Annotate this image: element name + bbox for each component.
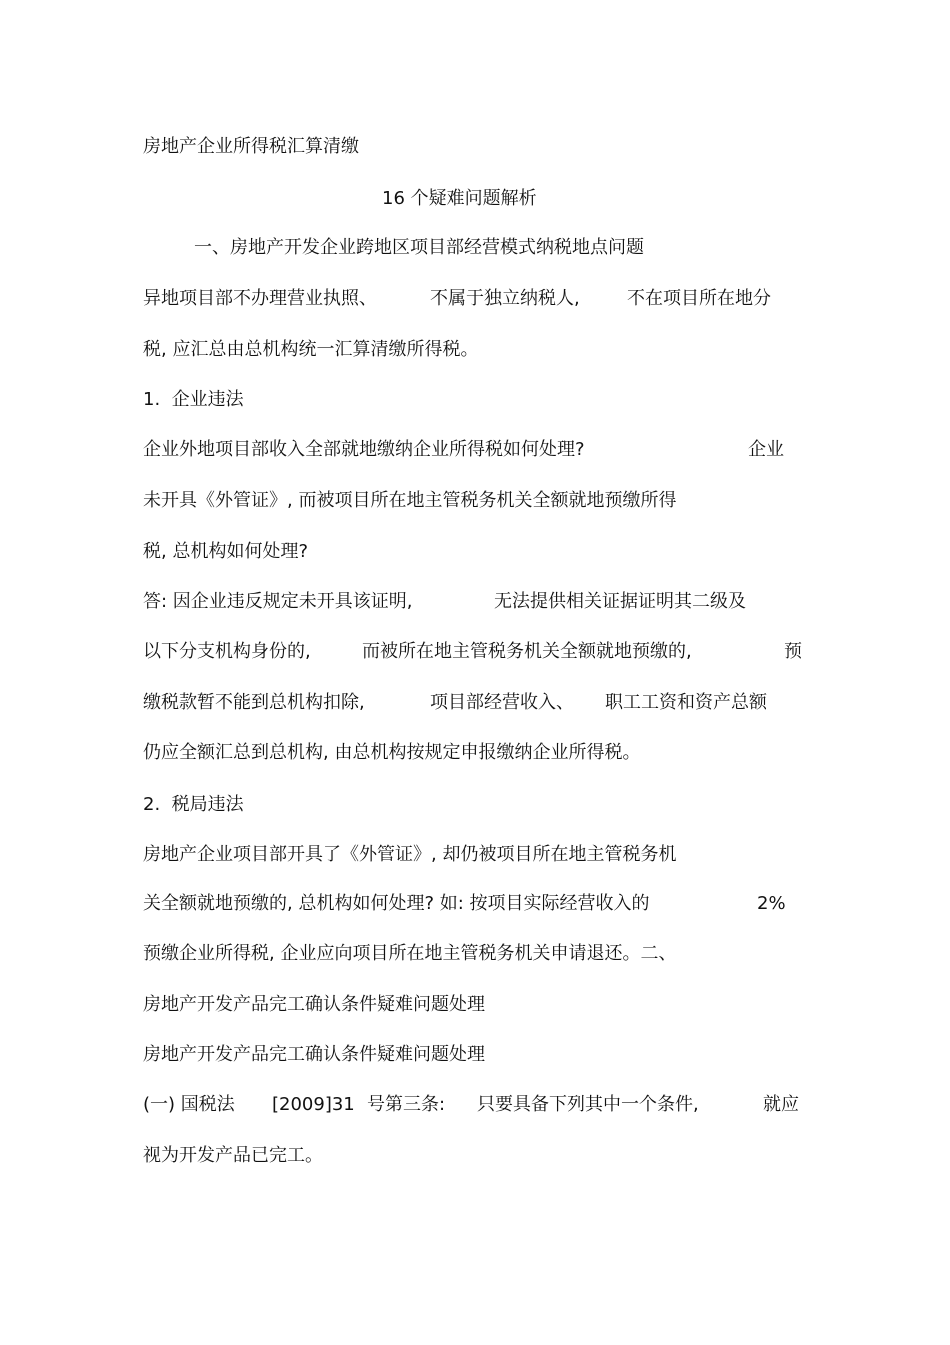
clause-line2: 视为开发产品已完工。 bbox=[143, 1145, 323, 1166]
q2-line1: 房地产企业项目部开具了《外管证》, 却仍被项目所在地主管税务机 bbox=[143, 844, 677, 865]
doc-title-line2: 16 个疑难问题解析 bbox=[382, 188, 537, 209]
clause-line1-c: 号第三条: bbox=[367, 1094, 446, 1115]
item2-heading: 2. 税局违法 bbox=[143, 794, 244, 815]
a1-line2-c: 预 bbox=[784, 641, 802, 662]
section2-repeat: 房地产开发产品完工确认条件疑难问题处理 bbox=[143, 1044, 485, 1065]
a1-line1-a: 答: 因企业违反规定未开具该证明, bbox=[143, 591, 413, 612]
clause-line1-b: [2009]31 bbox=[272, 1094, 355, 1115]
q1-line1-a: 企业外地项目部收入全部就地缴纳企业所得税如何处理? bbox=[143, 439, 585, 460]
q1-line2: 未开具《外管证》, 而被项目所在地主管税务机关全额就地预缴所得 bbox=[143, 490, 677, 511]
q1-line3: 税, 总机构如何处理? bbox=[143, 541, 308, 562]
q2-line2-a: 关全额就地预缴的, 总机构如何处理? 如: 按项目实际经营收入的 bbox=[143, 893, 650, 914]
a1-line4: 仍应全额汇总到总机构, 由总机构按规定申报缴纳企业所得税。 bbox=[143, 742, 641, 763]
clause-line1-a: (一) 国税法 bbox=[143, 1094, 235, 1115]
a1-line3-a: 缴税款暂不能到总机构扣除, bbox=[143, 692, 365, 713]
para1-line2: 税, 应汇总由总机构统一汇算清缴所得税。 bbox=[143, 339, 479, 360]
q2-line2-b: 2% bbox=[757, 893, 786, 914]
section1-heading: 一、房地产开发企业跨地区项目部经营模式纳税地点问题 bbox=[194, 237, 644, 258]
para1-line1-a: 异地项目部不办理营业执照、 bbox=[143, 288, 377, 309]
section2-heading: 房地产开发产品完工确认条件疑难问题处理 bbox=[143, 994, 485, 1015]
a1-line1-b: 无法提供相关证据证明其二级及 bbox=[494, 591, 746, 612]
q2-line3: 预缴企业所得税, 企业应向项目所在地主管税务机关申请退还。二、 bbox=[143, 943, 677, 964]
q1-line1-b: 企业 bbox=[748, 439, 784, 460]
para1-line1-b: 不属于独立纳税人, bbox=[430, 288, 580, 309]
item1-heading: 1. 企业违法 bbox=[143, 389, 244, 410]
a1-line3-b: 项目部经营收入、 bbox=[430, 692, 574, 713]
clause-line1-d: 只要具备下列其中一个条件, bbox=[477, 1094, 699, 1115]
a1-line3-c: 职工工资和资产总额 bbox=[605, 692, 767, 713]
a1-line2-b: 而被所在地主管税务机关全额就地预缴的, bbox=[362, 641, 692, 662]
clause-line1-e: 就应 bbox=[763, 1094, 799, 1115]
para1-line1-c: 不在项目所在地分 bbox=[627, 288, 771, 309]
a1-line2-a: 以下分支机构身份的, bbox=[143, 641, 311, 662]
doc-title-line1: 房地产企业所得税汇算清缴 bbox=[143, 136, 359, 157]
